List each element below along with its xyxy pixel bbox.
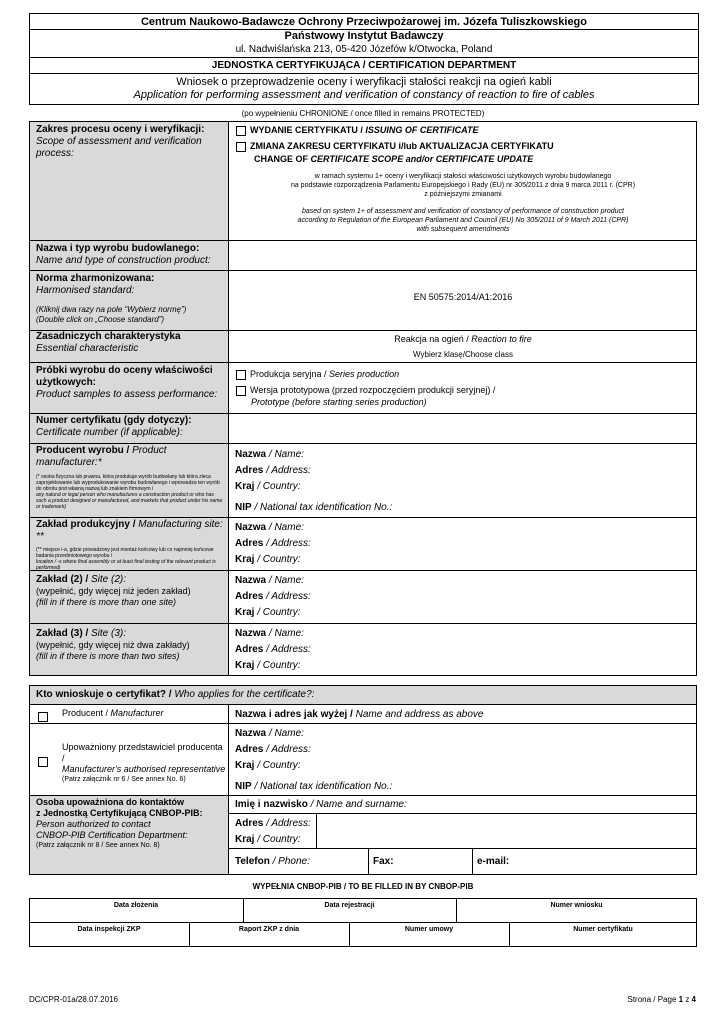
scope-option-change-en-a: CHANGE OF xyxy=(254,154,311,164)
representative-nip-field[interactable] xyxy=(235,781,392,793)
applicant-opt2-pl: Upoważniony przedstawiciel producenta / xyxy=(62,742,223,763)
field-nip-pl: NIP xyxy=(235,502,252,513)
site3-note-en: (fill in if there is more than two sites) xyxy=(36,651,180,661)
field-name-pl: Nazwa xyxy=(235,728,267,739)
applicant-opt2-note: (Patrz załącznik nr 6 / See annex No. 6) xyxy=(62,776,186,783)
site2-note-en: (fill in if there is more than one site) xyxy=(36,597,177,607)
site2-name-field[interactable] xyxy=(235,575,311,591)
site3-label-en: Site (3): xyxy=(91,628,127,639)
cert-number-label-pl: Numer certyfikatu (gdy dotyczy): xyxy=(36,415,192,426)
field-country-en: / Country: xyxy=(254,481,301,492)
manufacturer-nip-field[interactable] xyxy=(235,502,392,514)
contact-fax-field[interactable]: Fax: xyxy=(373,856,394,867)
field-addr-en: / Address: xyxy=(263,744,311,755)
standard-label xyxy=(36,273,186,325)
site2-address-field[interactable] xyxy=(235,591,311,607)
contact-label xyxy=(36,797,226,850)
contact-note: (Patrz załącznik nr 8 / See annex No. 8) xyxy=(36,842,160,849)
page-total: 4 xyxy=(691,995,696,1004)
samples-option-prototype[interactable] xyxy=(236,384,691,396)
manufacturer-label-en: Product manufacturer:* xyxy=(36,445,167,468)
row-divider xyxy=(228,813,697,814)
samples-options xyxy=(236,368,691,408)
department-name: JEDNOSTKA CERTYFIKUJĄCA / CERTIFICATION DEPARTMENT xyxy=(30,58,698,74)
representative-fields xyxy=(235,728,392,793)
product-name-input[interactable] xyxy=(230,242,696,269)
basis-en-2: according to Regulation of the European Parliament and Council (EU) No 305/2011 of 9 March 2011 (CPR) xyxy=(297,217,629,224)
column-divider xyxy=(228,704,229,875)
row-divider xyxy=(29,623,697,624)
row-divider xyxy=(29,443,697,444)
essential-label xyxy=(36,331,181,355)
applicant-header-en: Who applies for the certificate?: xyxy=(174,689,315,700)
scope-option-issue-pl: WYDANIE CERTYFIKATU / xyxy=(250,125,366,135)
site2-label-en: Site (2): xyxy=(91,574,127,585)
manufacturer-note-en: any natural or legal person who manufactures a construction product or who has such a product designed or manufactured, and markets that product under his name or trademark) xyxy=(36,492,223,510)
cert-number-input[interactable] xyxy=(230,415,696,442)
samples-option-series-en: Series production xyxy=(329,369,400,379)
standard-label-pl: Norma zharmonizowana: xyxy=(36,273,155,284)
site2-fields xyxy=(235,575,311,619)
row-divider xyxy=(29,517,697,518)
applicant-same-pl: Nazwa i adres jak wyżej / xyxy=(235,709,356,720)
column-divider xyxy=(316,813,317,848)
institute-name: Centrum Naukowo-Badawcze Ochrony Przeciwpożarowej im. Józefa Tuliszkowskiego xyxy=(30,14,698,30)
form-title-en: Application for performing assessment and verification of constancy of reaction to fire of cables xyxy=(133,89,595,101)
applicant-header xyxy=(36,689,314,701)
standard-select[interactable]: EN 50575:2014/A1:2016 xyxy=(413,292,513,302)
site1-name-field[interactable] xyxy=(235,522,311,538)
field-addr-en: / Address: xyxy=(263,591,311,602)
samples-label-pl: Próbki wyrobu do oceny właściwości użytkowych: xyxy=(36,365,213,388)
basis-en-1: based on system 1+ of assessment and verification of constancy of performance of construction product xyxy=(302,208,624,215)
manufacturer-note-pl: (* osoba fizyczna lub prawna, która produkuje wyrób budowlany lub która zleca zaprojektowanie lub wyprodukowanie wyrobu budowlanego i wprowadza ten wyrób do obrotu pod własną nazwą lub znakiem firmowym / xyxy=(36,474,220,492)
standard-hint-pl: (Kliknij dwa razy na pole “Wybierz normę”) xyxy=(36,305,187,314)
applicant-opt1-en: Manufacturer xyxy=(110,708,164,718)
applicant-same-address xyxy=(235,709,483,721)
scope-option-issue-en: ISSUING OF CERTIFICATE xyxy=(365,125,479,135)
field-country-pl: Kraj xyxy=(235,554,255,565)
column-divider xyxy=(368,848,369,875)
field-country-en: / Country: xyxy=(254,607,301,618)
applicant-option-manufacturer xyxy=(62,708,164,719)
site3-label xyxy=(36,628,224,662)
representative-name-field[interactable] xyxy=(235,728,392,744)
field-addr-pl: Adres xyxy=(235,818,264,829)
samples-label-en: Product samples to assess performance: xyxy=(36,389,218,400)
office-certificate-number: Numer certyfikatu xyxy=(573,926,633,933)
basis-en-3: with subsequent amendments xyxy=(416,226,510,233)
samples-option-prototype-pl: Wersja prototypowa (przed rozpoczęciem produkcji seryjnej) / xyxy=(250,385,496,395)
site3-label-pl: Zakład (3) / xyxy=(36,628,92,639)
checkbox-series[interactable] xyxy=(236,370,246,380)
row-divider xyxy=(29,413,697,414)
class-select[interactable]: Wybierz klasę/Choose class xyxy=(413,350,513,359)
field-nip-pl: NIP xyxy=(235,781,252,792)
field-name-en: / Name: xyxy=(266,575,304,586)
checkbox-issue[interactable] xyxy=(236,126,246,136)
field-nip-en: / National tax identification No.: xyxy=(251,502,393,513)
field-name-pl: Nazwa xyxy=(235,575,267,586)
office-registration-date: Data rejestracji xyxy=(324,902,375,909)
field-country-pl: Kraj xyxy=(235,834,255,845)
field-addr-pl: Adres xyxy=(235,538,264,549)
field-country-pl: Kraj xyxy=(235,760,255,771)
applicant-opt2-en: Manufacturer's authorised representative xyxy=(62,764,226,774)
office-inspection-date: Data inspekcji ZKP xyxy=(77,926,141,933)
standard-hint-en: (Double click on „Choose standard”) xyxy=(36,315,165,324)
site3-country-field[interactable] xyxy=(235,660,311,672)
site1-country-field[interactable] xyxy=(235,554,311,566)
representative-country-field[interactable] xyxy=(235,760,392,781)
scope-options xyxy=(236,124,691,165)
site2-country-field[interactable] xyxy=(235,607,311,619)
page-prefix: Strona / Page xyxy=(627,995,679,1004)
field-addr-en: / Address: xyxy=(263,644,311,655)
contact-label-pl-2: z Jednostką Certyfikującą CNBOP-PIB: xyxy=(36,808,203,818)
contact-phone-en: / Phone: xyxy=(269,856,310,867)
site1-note-en: location / -s where final assembly or at least final testing of the relevant product is performed) xyxy=(36,559,216,571)
contact-address-field[interactable] xyxy=(235,818,311,830)
field-addr-en: / Address: xyxy=(263,818,311,829)
field-addr-pl: Adres xyxy=(235,644,264,655)
product-name-label-en: Name and type of construction product: xyxy=(36,255,211,266)
office-contract-number: Numer umowy xyxy=(404,926,454,933)
checkbox-prototype[interactable] xyxy=(236,386,246,396)
page-number xyxy=(627,995,696,1005)
site1-note-pl: (** miejsce i-a, gdzie prowadzony jest montaż końcowy lub co najmniej końcowe badania przedmiotowego wyrobu / xyxy=(36,547,214,559)
contact-phone-pl: Telefon xyxy=(235,856,270,867)
applicant-option-representative xyxy=(62,742,227,784)
site1-label-pl: Zakład produkcyjny / xyxy=(36,519,139,530)
field-country-en: / Country: xyxy=(254,760,301,771)
field-name-en: / Name: xyxy=(266,522,304,533)
field-country-pl: Kraj xyxy=(235,660,255,671)
field-country-en: / Country: xyxy=(254,660,301,671)
contact-label-pl-1: Osoba upoważniona do kontaktów xyxy=(36,797,185,807)
site1-label-en: Manufacturing site: ** xyxy=(36,519,223,542)
site2-label-pl: Zakład (2) / xyxy=(36,574,92,585)
field-country-en: / Country: xyxy=(254,834,301,845)
product-name-label xyxy=(36,243,211,267)
site3-fields xyxy=(235,628,311,672)
essential-value-pl: Reakcja na ogień / xyxy=(394,334,472,344)
field-country-pl: Kraj xyxy=(235,481,255,492)
site2-label xyxy=(36,574,224,608)
essential-value xyxy=(229,334,697,345)
contact-phone-field[interactable] xyxy=(235,856,310,868)
scope-label-en: Scope of assessment and verification process: xyxy=(36,136,202,159)
contact-email-field[interactable]: e-mail: xyxy=(477,856,510,867)
institute-subtitle: Państwowy Instytut Badawczy xyxy=(284,30,444,42)
site3-note-pl: (wypełnić, gdy więcej niż dwa zakłady) xyxy=(36,640,190,650)
field-addr-pl: Adres xyxy=(235,465,264,476)
manufacturer-name-field[interactable] xyxy=(235,449,392,465)
scope-option-change-en xyxy=(236,153,691,165)
contact-fullname-en: / Name and surname: xyxy=(307,799,407,810)
site3-address-field[interactable] xyxy=(235,644,311,660)
office-submission-date: Data złożenia xyxy=(113,902,159,909)
row-divider xyxy=(29,362,697,363)
scope-option-change-pl: ZMIANA ZAKRESU CERTYFIKATU i/lub AKTUALIZACJA CERTYFIKATU xyxy=(250,141,554,151)
checkbox-change[interactable] xyxy=(236,142,246,152)
product-name-label-pl: Nazwa i typ wyrobu budowlanego: xyxy=(36,243,200,254)
site1-address-field[interactable] xyxy=(235,538,311,554)
row-divider xyxy=(29,240,697,241)
document-code: DC/CPR-01a/28.07.2016 xyxy=(29,995,118,1004)
applicant-checkbox-manufacturer[interactable] xyxy=(38,708,52,726)
field-name-pl: Nazwa xyxy=(235,628,267,639)
field-name-en: / Name: xyxy=(266,728,304,739)
cert-number-label-en: Certificate number (if applicable): xyxy=(36,427,183,438)
samples-option-prototype-en: Prototype (before starting series production) xyxy=(251,397,427,407)
office-use-title: WYPEŁNIA CNBOP-PIB / TO BE FILLED IN BY CNBOP-PIB xyxy=(252,882,474,891)
essential-value-en: Reaction to fire xyxy=(471,334,532,344)
site1-fields xyxy=(235,522,311,566)
scope-label-pl: Zakres procesu oceny i weryfikacji: xyxy=(36,124,205,135)
contact-fullname-field[interactable] xyxy=(235,799,407,811)
applicant-same-en: Name and address as above xyxy=(355,709,484,720)
manufacturer-label-pl: Producent wyrobu / xyxy=(36,445,133,456)
manufacturer-address-field[interactable] xyxy=(235,465,392,481)
scope-option-change[interactable] xyxy=(236,140,691,153)
row-divider xyxy=(29,723,697,724)
contact-country-field[interactable] xyxy=(235,834,301,846)
basis-pl-3: z późniejszymi zmianami xyxy=(424,191,502,198)
field-addr-pl: Adres xyxy=(235,591,264,602)
contact-label-en-2: CNBOP-PIB Certification Department: xyxy=(36,830,188,840)
field-name-en: / Name: xyxy=(266,628,304,639)
scope-option-issue[interactable] xyxy=(236,124,691,137)
representative-address-field[interactable] xyxy=(235,744,392,760)
page-current: 1 xyxy=(678,995,684,1004)
samples-option-series-pl: Produkcja seryjna / xyxy=(250,369,330,379)
site2-note-pl: (wypełnić, gdy więcej niż jeden zakład) xyxy=(36,586,191,596)
contact-label-en-1: Person authorized to contact xyxy=(36,819,151,829)
scope-basis xyxy=(229,172,697,234)
standard-label-en: Harmonised standard: xyxy=(36,285,135,296)
basis-pl-2: na podstawie rozporządzenia Parlamentu Europejskiego i Rady (EU) nr 305/2011 z dnia 9 marca 2011 r. (CPR) xyxy=(290,182,636,189)
office-report-date: Raport ZKP z dnia xyxy=(238,926,300,933)
scope-option-change-en-b: CERTIFICATE SCOPE and/or CERTIFICATE UPDATE xyxy=(310,154,534,164)
field-nip-en: / National tax identification No.: xyxy=(251,781,393,792)
manufacturer-label xyxy=(36,445,224,510)
row-divider xyxy=(228,848,697,849)
site3-name-field[interactable] xyxy=(235,628,311,644)
applicant-opt1-pl: Producent / xyxy=(62,708,111,718)
contact-fullname-pl: Imię i nazwisko xyxy=(235,799,308,810)
office-application-number: Numer wniosku xyxy=(550,902,603,909)
essential-label-en: Essential characteristic xyxy=(36,343,139,354)
manufacturer-fields xyxy=(235,449,392,514)
samples-option-series[interactable] xyxy=(236,368,691,380)
field-name-en: / Name: xyxy=(266,449,304,460)
row-divider xyxy=(29,922,697,923)
field-addr-en: / Address: xyxy=(263,538,311,549)
row-divider xyxy=(29,704,697,705)
document-header xyxy=(29,13,699,105)
protected-note: (po wypełnieniu CHRONIONE / once filled in remains PROTECTED) xyxy=(241,109,485,118)
column-divider xyxy=(472,848,473,875)
samples-label xyxy=(36,365,226,401)
field-country-pl: Kraj xyxy=(235,607,255,618)
field-addr-en: / Address: xyxy=(263,465,311,476)
institute-address: ul. Nadwiślańska 213, 05-420 Józefów k/Otwocka, Poland xyxy=(30,43,698,58)
site1-label xyxy=(36,519,224,571)
field-name-pl: Nazwa xyxy=(235,449,267,460)
page-mid: z xyxy=(683,995,692,1004)
field-country-en: / Country: xyxy=(254,554,301,565)
scope-label xyxy=(36,124,224,160)
row-divider xyxy=(29,270,697,271)
basis-pl-1: w ramach systemu 1+ oceny i weryfikacji stałości właściwości użytkowych wyrobu budowlanego xyxy=(314,173,612,180)
essential-label-pl: Zasadniczych charakterystyka xyxy=(36,331,181,342)
cert-number-label xyxy=(36,415,192,439)
form-title-pl: Wniosek o przeprowadzenie oceny i weryfikacji stałości reakcji na ogień kabli xyxy=(176,76,552,88)
applicant-checkbox-representative[interactable] xyxy=(38,753,52,771)
manufacturer-country-field[interactable] xyxy=(235,481,392,502)
field-addr-pl: Adres xyxy=(235,744,264,755)
field-name-pl: Nazwa xyxy=(235,522,267,533)
applicant-header-pl: Kto wnioskuje o certyfikat? / xyxy=(36,689,175,700)
